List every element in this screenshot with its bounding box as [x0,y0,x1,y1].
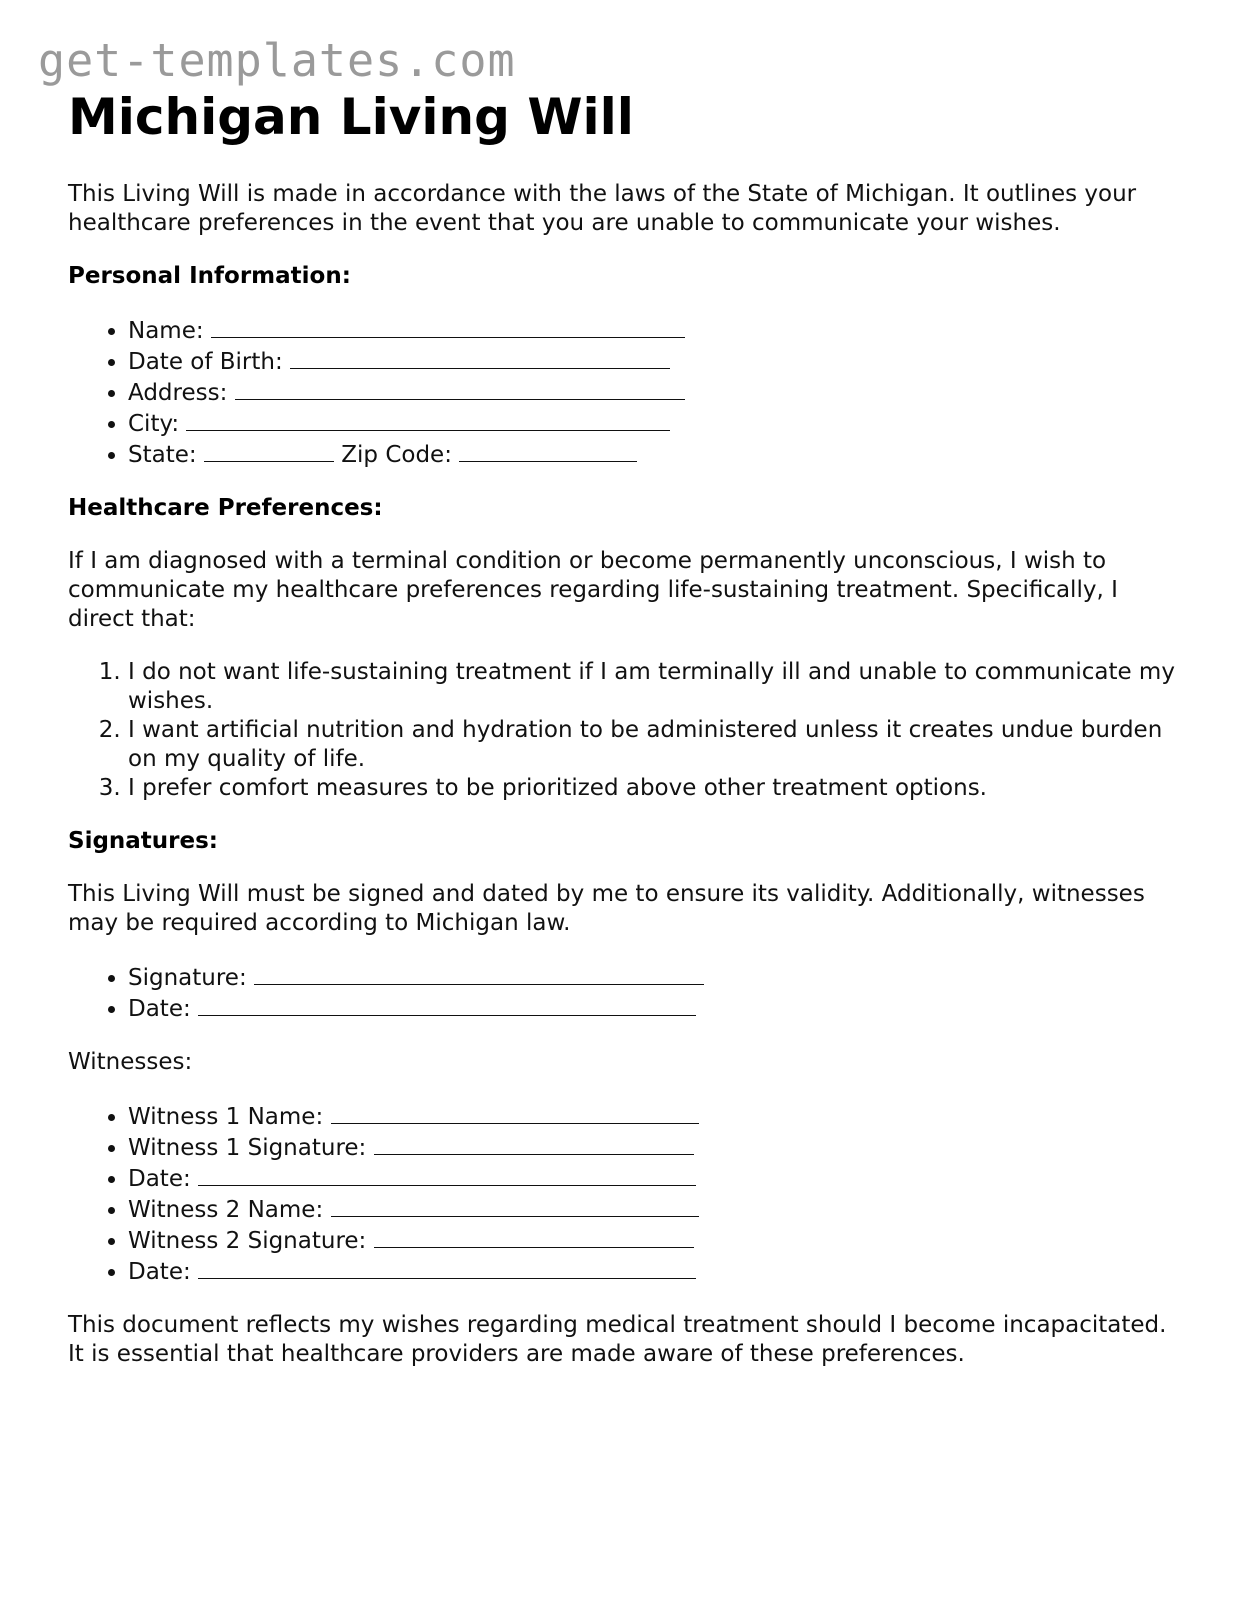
document-title: Michigan Living Will [68,88,634,146]
witness1-date-label: Date: [128,1166,191,1192]
witness2-date-label: Date: [128,1259,191,1285]
directive-item: 2. I want artificial nutrition and hydration to be administered unless it creates undue burden on my quality of life. [128,716,1188,774]
healthcare-intro: If I am diagnosed with a terminal condition or become permanently unconscious, I wish to communicate my healthcare preferences regarding life-sustaining treatment. Specifically, I direct that: [68,548,1118,632]
dob-label: Date of Birth: [128,349,283,375]
directive-item: 1. I do not want life-sustaining treatment if I am terminally ill and unable to communicate my wishes. [128,658,1188,716]
witness1-signature-blank[interactable] [374,1132,694,1155]
city-blank[interactable] [186,408,670,431]
healthcare-heading: Healthcare Preferences: [68,495,383,521]
city-label: City: [128,411,180,437]
healthcare-directives-list [68,658,1188,803]
state-label: State: [128,442,197,468]
zip-label: Zip Code: [341,442,452,468]
name-blank[interactable] [211,315,685,338]
address-blank[interactable] [235,377,685,400]
dob-field [128,346,1188,377]
signature-label: Signature: [128,965,247,991]
address-label: Address: [128,380,228,406]
closing-paragraph: This document reflects my wishes regarding medical treatment should I become incapacitated. It is essential that healthcare providers are made aware of these preferences. [68,1312,1167,1367]
witness1-signature-field [128,1132,1188,1163]
personal-info-heading: Personal Information: [68,263,351,289]
signature-date-field [128,993,1188,1024]
signature-date-blank[interactable] [198,993,696,1016]
name-field [128,315,1188,346]
state-zip-field [128,439,1188,470]
witness1-name-label: Witness 1 Name: [128,1104,324,1130]
witness-list [68,1101,1188,1287]
dob-blank[interactable] [290,346,670,369]
watermark: get-templates.com [38,34,516,87]
signature-list [68,962,1188,1024]
witness1-date-blank[interactable] [198,1163,696,1186]
signature-field [128,962,1188,993]
witness2-signature-field [128,1225,1188,1256]
signature-date-label: Date: [128,996,191,1022]
intro-paragraph: This Living Will is made in accordance with the laws of the State of Michigan. It outlines your healthcare preferences in the event that you are unable to communicate your wishes. [68,181,1137,236]
witness1-signature-label: Witness 1 Signature: [128,1135,367,1161]
signatures-heading: Signatures: [68,828,219,854]
document-page [68,88,1188,1369]
witness2-signature-blank[interactable] [374,1225,694,1248]
zip-blank[interactable] [459,439,637,462]
witness2-signature-label: Witness 2 Signature: [128,1228,367,1254]
name-label: Name: [128,318,204,344]
witness2-date-field [128,1256,1188,1287]
personal-info-list [68,315,1188,470]
witness1-name-field [128,1101,1188,1132]
address-field [128,377,1188,408]
city-field [128,408,1188,439]
directive-item: 3. I prefer comfort measures to be prioritized above other treatment options. [128,774,1188,803]
witness2-name-field [128,1194,1188,1225]
witness2-date-blank[interactable] [198,1256,696,1279]
witnesses-heading: Witnesses: [68,1049,193,1075]
witness2-name-label: Witness 2 Name: [128,1197,324,1223]
witness2-name-blank[interactable] [331,1194,699,1217]
state-blank[interactable] [204,439,334,462]
signature-blank[interactable] [254,962,704,985]
witness1-date-field [128,1163,1188,1194]
witness1-name-blank[interactable] [331,1101,699,1124]
signatures-intro: This Living Will must be signed and dated by me to ensure its validity. Additionally, witnesses may be required according to Michigan law. [68,881,1145,936]
